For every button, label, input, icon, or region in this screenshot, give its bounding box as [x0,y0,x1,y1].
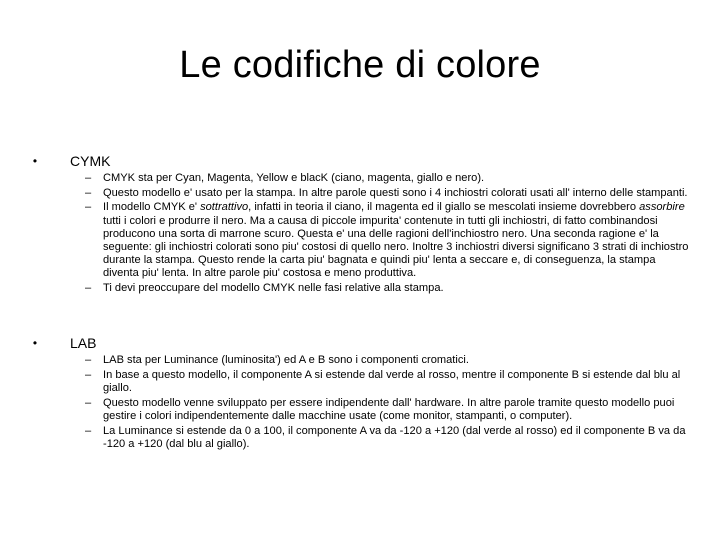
dash-bullet-icon: – [85,201,92,214]
list-item [30,282,690,295]
list-item-text: La Luminance si estende da 0 a 100, il componente A va da -120 a +120 (dal verde al rosso) ed il componente B va da -120 a +120 (dal blu al giallo). [103,424,686,450]
text-run: , infatti in teoria il ciano, il magenta ed il giallo se mescolati insieme dovrebbero [248,201,640,214]
list-item [30,425,690,451]
emphasis-assorbire: assorbire [639,201,685,214]
dash-bullet-icon: – [85,354,92,366]
dash-bullet-icon: – [85,186,92,199]
list-item-text: Questo modello e' usato per la stampa. In altre parole questi sono i 4 inchiostri colorati usati all' interno delle stampanti. [103,186,688,199]
list-item [30,201,690,280]
list-item-text: Ti devi preoccupare del modello CMYK nelle fasi relative alla stampa. [103,282,444,295]
dash-bullet-icon: – [85,172,92,184]
text-run: Il modello CMYK e' [103,201,201,214]
section-heading: LAB [70,335,97,351]
section-cymk [30,152,690,297]
bullet-item-cymk [30,152,690,170]
list-item [30,369,690,395]
text-run: tutti i colori e produrre il nero. Ma a causa di piccole impurita' contenute in tutti gli inchiostri, di fatto combinandosi producono una sorta di marrone scuro. Questa e' una delle ragioni dell'inchiostro nero. Una seconda ragione e' la seguente: gli inchiostri colorati sono piu' costosi di quello nero. Inoltre 3 inchiostri diversi significano 3 strati di inchiostro durante la stampa. Questo rende la carta piu' bagnata e quindi piu' lenta a seccare e, di conseguenza, la stampa diventa piu' lenta. In altre parole piu' costosa e meno produttiva. [103,214,689,280]
list-item-text [103,201,688,279]
bullet-dot-icon: • [32,336,38,350]
dash-bullet-icon: – [85,424,92,437]
emphasis-sottrattivo: sottrattivo [200,201,249,214]
section-lab [30,334,690,452]
list-item-text: LAB sta per Luminance (luminosita') ed A e B sono i componenti cromatici. [103,354,469,366]
list-item-text: CMYK sta per Cyan, Magenta, Yellow e blacK (ciano, magenta, giallo e nero). [103,172,485,184]
slide-title: Le codifiche di colore [179,44,541,86]
list-item [30,397,690,423]
bullet-dot-icon: • [32,154,38,168]
bullet-item-lab [30,334,690,352]
section-heading: CYMK [70,153,111,169]
list-item-text: Questo modello venne sviluppato per essere indipendente dall' hardware. In altre parole tramite questo modello puoi gestire i colori indipendentemente dalle macchine usate (come monitor, stampanti, o computer). [103,396,675,422]
sub-list-lab [30,354,690,451]
sub-list-cymk [30,172,690,295]
dash-bullet-icon: – [85,396,92,409]
list-item-text: In base a questo modello, il componente A si estende dal verde al rosso, mentre il componente B si estende dal blu al giallo. [103,368,681,394]
list-item [30,354,690,367]
dash-bullet-icon: – [85,368,92,381]
list-item [30,187,690,200]
list-item [30,172,690,185]
dash-bullet-icon: – [85,282,92,295]
